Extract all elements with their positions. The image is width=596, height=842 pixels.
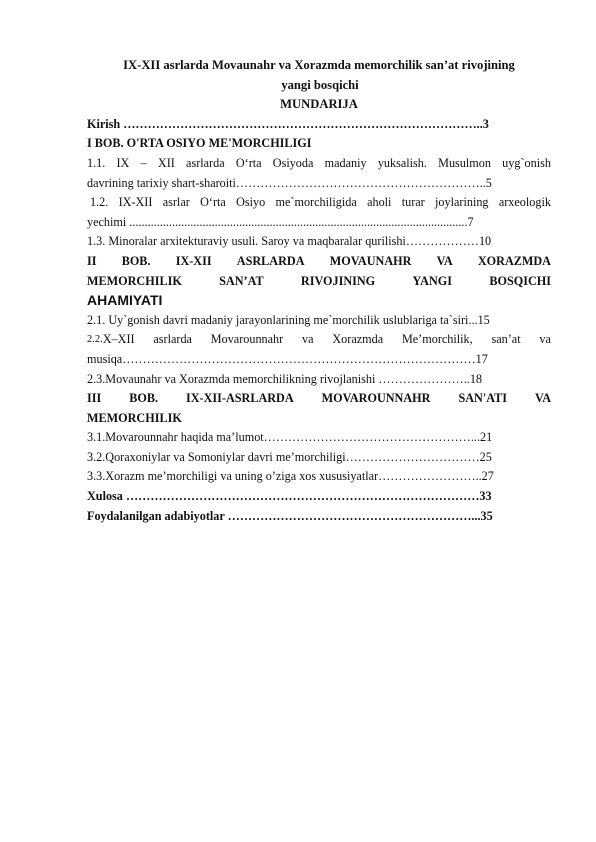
toc-entry-2-2-line1 xyxy=(87,330,551,350)
toc-word: SAN'ATI xyxy=(458,391,507,406)
toc-chapter-1: I BOB. O'RTA OSIYO ME'MORCHILIGI xyxy=(87,136,312,151)
toc-chapter-2-line2 xyxy=(87,272,551,292)
toc-chapter-2-line3: AHAMIYATI xyxy=(87,292,163,309)
toc-word: O‘rta xyxy=(235,155,262,170)
toc-word: XII xyxy=(157,155,175,170)
toc-word: yuksalish. xyxy=(377,155,427,170)
toc-word: arxeologik xyxy=(498,195,551,210)
toc-word: III xyxy=(87,391,102,406)
toc-word: turar xyxy=(401,195,425,210)
toc-word: IX-XII-ASRLARDA xyxy=(186,391,294,406)
toc-word: IX xyxy=(116,155,130,170)
table-of-contents xyxy=(87,56,551,526)
toc-entry-xulosa: Xulosa ……………………………………………………………………………33 xyxy=(87,489,492,504)
toc-entry-3-1: 3.1.Movarounnahr haqida ma’lumot……………………………………………...21 xyxy=(87,430,493,445)
toc-chapter-2-line1 xyxy=(87,252,551,272)
toc-word: SAN’AT xyxy=(219,273,264,288)
toc-word: BOB. xyxy=(129,391,159,406)
toc-word: VA xyxy=(534,391,551,406)
toc-word: san’at xyxy=(491,332,521,347)
toc-word: MEMORCHILIK xyxy=(87,273,182,288)
document-title-line2: yangi bosqichi xyxy=(281,77,359,92)
toc-entry-1-1-line2: davrining tarixiy shart-sharoiti……………………………………………………..5 xyxy=(87,175,492,190)
toc-word: IX-XII xyxy=(118,195,153,210)
toc-entry-2-3: 2.3.Movaunahr va Xorazmda memorchilikning rivojlanishi …………………..18 xyxy=(87,371,483,386)
toc-word: me`morchiligida xyxy=(275,195,357,210)
toc-word: XORAZMDA xyxy=(477,253,551,268)
toc-word: uyg`onish xyxy=(502,155,551,170)
toc-entry-2-1: 2.1. Uy`gonish davri madaniy jarayonlarining me`morchilik uslublariga ta`siri...15 xyxy=(87,312,490,327)
toc-word: va xyxy=(302,332,314,347)
contents-heading: MUNDARIJA xyxy=(280,97,358,112)
toc-word: O‘rta xyxy=(200,195,226,210)
toc-word: VA xyxy=(436,253,453,268)
toc-word: va xyxy=(539,332,551,347)
toc-word: IX-XII xyxy=(175,253,212,268)
toc-word: Xorazmda xyxy=(332,332,384,347)
toc-word: 1.2. xyxy=(90,195,109,210)
toc-word: MOVAROUNNAHR xyxy=(321,391,431,406)
toc-entry-2-2-words xyxy=(103,330,551,350)
toc-word: 1.1. xyxy=(87,155,106,170)
toc-chapter-3-line1 xyxy=(87,389,551,409)
toc-entry-1-3: 1.3. Minoralar arxitekturaviy usuli. Saroy va maqbaralar qurilishi………………10 xyxy=(87,234,492,249)
toc-entry-2-2-number: 2.2. xyxy=(87,334,103,346)
toc-word: asrlar xyxy=(162,195,190,210)
toc-word: ASRLARDA xyxy=(236,253,305,268)
toc-word: II xyxy=(87,253,97,268)
toc-entry-adabiyotlar: Foydalanilgan adabiyotlar ……………………………………………………...35 xyxy=(87,508,493,523)
toc-word: RIVOJINING xyxy=(300,273,376,288)
toc-entry-3-3: 3.3.Xorazm me’morchiligi va uning o’ziga xos xususiyatlar……………………..27 xyxy=(87,469,494,484)
toc-entry-kirish: Kirish ……………………………………………………………………………..3 xyxy=(87,116,489,131)
toc-word: madaniy xyxy=(324,155,367,170)
toc-word: MOVAUNAHR xyxy=(329,253,412,268)
toc-word: Musulmon xyxy=(438,155,491,170)
toc-word: – xyxy=(140,155,147,170)
toc-word: X–XII xyxy=(102,332,135,347)
toc-entry-1-2-line1 xyxy=(87,193,551,213)
toc-word: asrlarda xyxy=(186,155,225,170)
document-title-line1: IX-XII asrlarda Movaunahr va Xorazmda memorchilik san’at rivojining xyxy=(123,58,515,72)
toc-word: BOSQICHI xyxy=(489,273,551,288)
toc-entry-2-2-line2: musiqa……………………………………………………………………………17 xyxy=(87,351,488,366)
toc-entry-1-1-line1 xyxy=(87,154,551,174)
toc-chapter-3-line2: MEMORCHILIK xyxy=(87,410,182,425)
toc-word: YANGI xyxy=(412,273,453,288)
toc-word: Movarounnahr xyxy=(210,332,284,347)
toc-entry-1-2-line2: yechimi ...............................................................................................................7 xyxy=(87,214,474,229)
toc-entry-3-2: 3.2.Qoraxoniylar va Somoniylar davri me’morchiligi……………………………25 xyxy=(87,449,492,464)
toc-word: joylarining xyxy=(435,195,489,210)
toc-word: aholi xyxy=(367,195,392,210)
toc-word: Osiyoda xyxy=(272,155,314,170)
toc-word: asrlarda xyxy=(153,332,192,347)
toc-word: Me’morchilik, xyxy=(401,332,473,347)
toc-word: BOB. xyxy=(121,253,151,268)
toc-word: Osiyo xyxy=(236,195,266,210)
